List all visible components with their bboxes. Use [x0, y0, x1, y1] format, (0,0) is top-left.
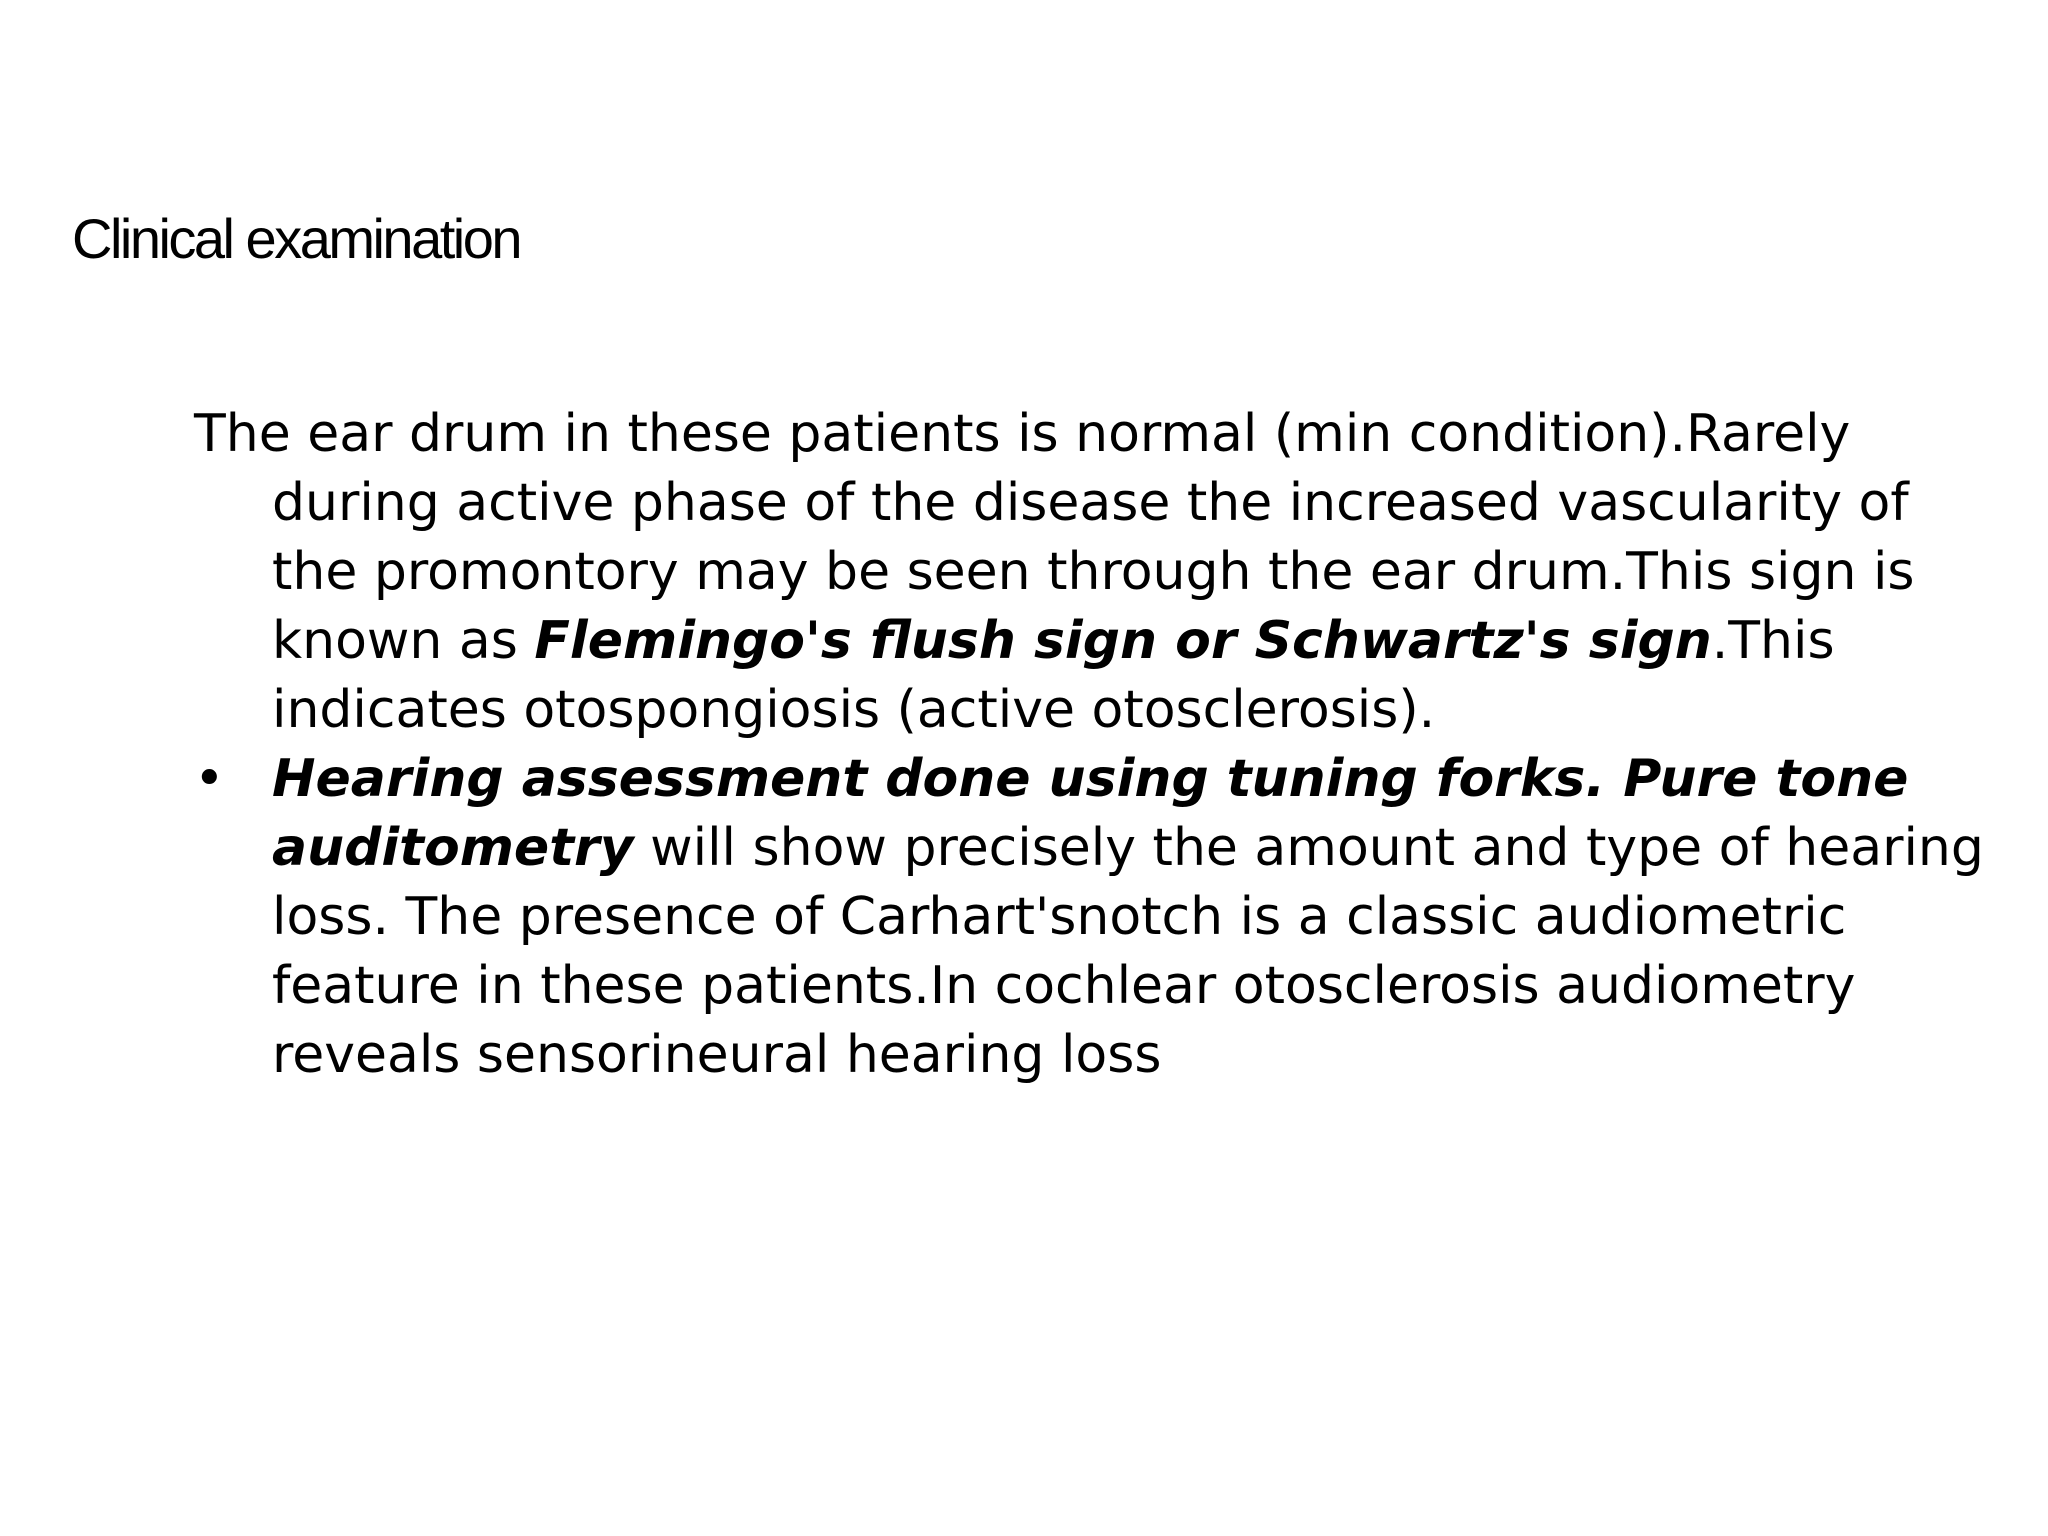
hearing-assessment-bullet [194, 745, 1994, 1090]
paragraph-text-end: .This indicates otospongiosis (active otosclerosis). [272, 611, 1835, 740]
hearing-assessment-emphasis: Hearing assessment done using tuning forks. Pure tone auditometry [272, 749, 1909, 878]
otoscopy-paragraph [194, 400, 1994, 745]
slide-title: Clinical examination [72, 207, 521, 270]
flemingo-sign-emphasis: Flemingo's flush sign or Schwartz's sign [534, 611, 1712, 671]
bullet-text: will show precisely the amount and type of hearing loss. The presence of Carhart'snotch is a classic audiometric feature in these patients.In cochlear otosclerosis audiometry reveals sensorineural hearing loss [272, 818, 1984, 1085]
slide-body [194, 400, 1994, 1090]
bullet-icon: • [194, 749, 225, 809]
paragraph-text-start: The ear drum in these patients is normal (min condition).Rarely during active phase of the disease the increased vascularity of the promontory may be seen through the ear drum.This sign is known as [194, 404, 1915, 671]
